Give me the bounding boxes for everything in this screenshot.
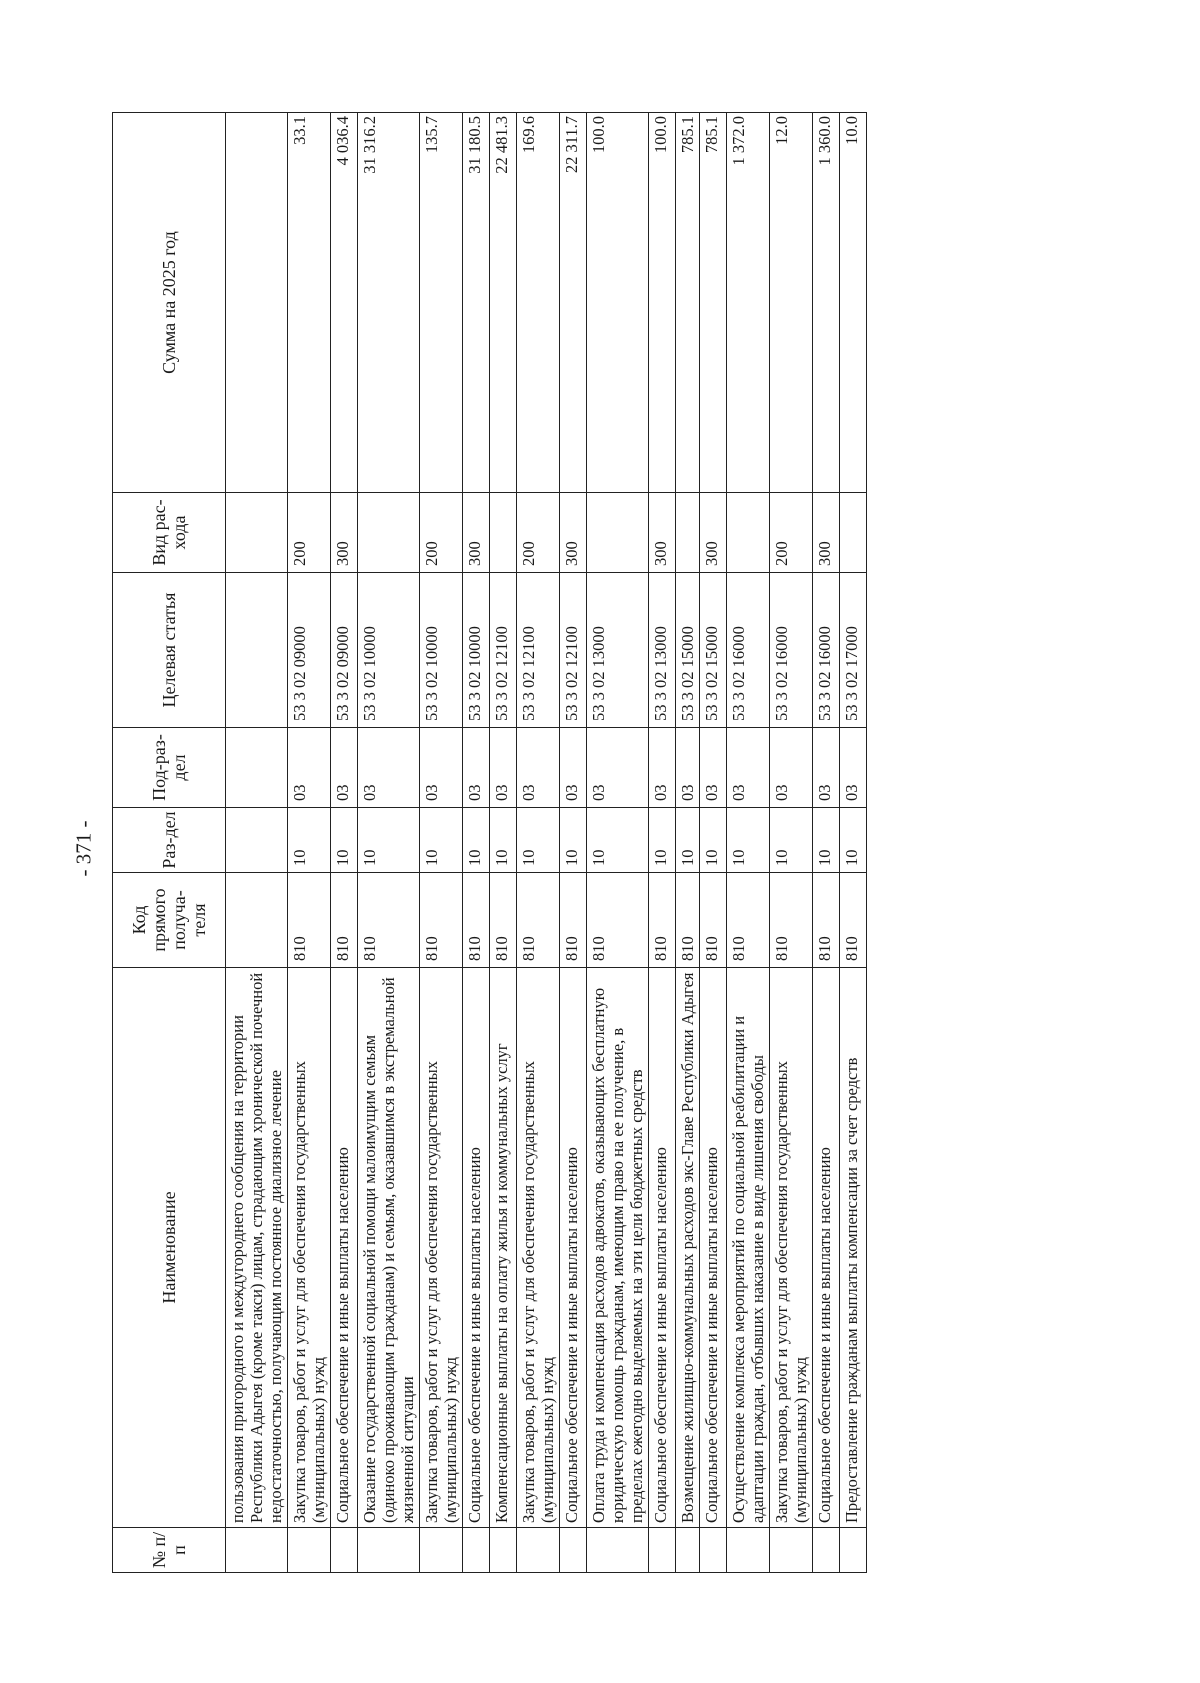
cell-target-article: 53 3 02 12100 bbox=[517, 573, 560, 728]
table-row bbox=[813, 113, 840, 1573]
cell-expense-type: 300 bbox=[649, 493, 676, 573]
page-number: - 371 - bbox=[71, 820, 96, 876]
cell-recipient-code: 810 bbox=[331, 873, 358, 968]
cell-sum: 169.6 bbox=[517, 113, 560, 493]
cell-sum: 100.0 bbox=[587, 113, 649, 493]
cell-expense-type bbox=[676, 493, 700, 573]
cell-expense-type: 300 bbox=[700, 493, 727, 573]
header-sum: Сумма на 2025 год bbox=[113, 113, 226, 493]
cell-sum: 22 311.7 bbox=[560, 113, 587, 493]
cell-sum: 33.1 bbox=[288, 113, 331, 493]
header-name: Наименование bbox=[113, 968, 226, 1528]
cell-recipient-code: 810 bbox=[649, 873, 676, 968]
cell-name: Социальное обеспечение и иные выплаты населению bbox=[560, 968, 587, 1528]
header-expense-type: Вид рас-хода bbox=[113, 493, 226, 573]
cell-sum bbox=[226, 113, 288, 493]
cell-name: Закупка товаров, работ и услуг для обеспечения государственных (муниципальных) нужд bbox=[288, 968, 331, 1528]
cell-subsection: 03 bbox=[700, 728, 727, 808]
cell-recipient-code: 810 bbox=[490, 873, 517, 968]
table-body bbox=[226, 113, 867, 1573]
table-row bbox=[358, 113, 420, 1573]
cell-num bbox=[649, 1528, 676, 1573]
cell-target-article: 53 3 02 16000 bbox=[770, 573, 813, 728]
cell-num bbox=[770, 1528, 813, 1573]
cell-target-article: 53 3 02 15000 bbox=[676, 573, 700, 728]
cell-name: Социальное обеспечение и иные выплаты населению bbox=[649, 968, 676, 1528]
cell-subsection: 03 bbox=[587, 728, 649, 808]
cell-target-article: 53 3 02 10000 bbox=[420, 573, 463, 728]
cell-recipient-code: 810 bbox=[840, 873, 867, 968]
table-row bbox=[840, 113, 867, 1573]
cell-subsection: 03 bbox=[840, 728, 867, 808]
cell-num bbox=[840, 1528, 867, 1573]
cell-subsection: 03 bbox=[331, 728, 358, 808]
cell-subsection: 03 bbox=[490, 728, 517, 808]
cell-recipient-code: 810 bbox=[463, 873, 490, 968]
cell-section: 10 bbox=[358, 808, 420, 873]
cell-name: Оплата труда и компенсация расходов адвокатов, оказывающих бесплатную юридическую помощь гражданам, имеющим право на ее получение, в пределах ежегодно выделяемых на эти цели бюджетных средств bbox=[587, 968, 649, 1528]
cell-name: Закупка товаров, работ и услуг для обеспечения государственных (муниципальных) нужд bbox=[517, 968, 560, 1528]
header-subsection: Под-раз-дел bbox=[113, 728, 226, 808]
cell-recipient-code bbox=[226, 873, 288, 968]
cell-subsection: 03 bbox=[649, 728, 676, 808]
cell-section: 10 bbox=[288, 808, 331, 873]
cell-recipient-code: 810 bbox=[420, 873, 463, 968]
table-row bbox=[700, 113, 727, 1573]
cell-subsection: 03 bbox=[560, 728, 587, 808]
cell-recipient-code: 810 bbox=[587, 873, 649, 968]
cell-recipient-code: 810 bbox=[676, 873, 700, 968]
cell-expense-type bbox=[587, 493, 649, 573]
table-row bbox=[226, 113, 288, 1573]
cell-expense-type bbox=[840, 493, 867, 573]
header-row bbox=[113, 113, 226, 1573]
cell-sum: 12.0 bbox=[770, 113, 813, 493]
cell-expense-type: 300 bbox=[560, 493, 587, 573]
cell-recipient-code: 810 bbox=[288, 873, 331, 968]
table-row bbox=[288, 113, 331, 1573]
header-recipient-code: Код прямого получа-теля bbox=[113, 873, 226, 968]
cell-section: 10 bbox=[420, 808, 463, 873]
cell-sum: 10.0 bbox=[840, 113, 867, 493]
cell-expense-type bbox=[490, 493, 517, 573]
cell-section: 10 bbox=[676, 808, 700, 873]
cell-subsection: 03 bbox=[420, 728, 463, 808]
cell-section: 10 bbox=[700, 808, 727, 873]
cell-target-article: 53 3 02 09000 bbox=[288, 573, 331, 728]
cell-subsection: 03 bbox=[358, 728, 420, 808]
table-row bbox=[770, 113, 813, 1573]
cell-section: 10 bbox=[727, 808, 770, 873]
cell-section: 10 bbox=[770, 808, 813, 873]
cell-expense-type: 200 bbox=[517, 493, 560, 573]
cell-sum: 785.1 bbox=[700, 113, 727, 493]
cell-expense-type bbox=[358, 493, 420, 573]
cell-num bbox=[813, 1528, 840, 1573]
cell-target-article: 53 3 02 13000 bbox=[649, 573, 676, 728]
header-target-article: Целевая статья bbox=[113, 573, 226, 728]
cell-expense-type: 300 bbox=[331, 493, 358, 573]
table-row bbox=[560, 113, 587, 1573]
cell-subsection: 03 bbox=[288, 728, 331, 808]
cell-subsection: 03 bbox=[770, 728, 813, 808]
cell-name: Социальное обеспечение и иные выплаты населению bbox=[813, 968, 840, 1528]
cell-subsection bbox=[226, 728, 288, 808]
cell-name: Возмещение жилищно-коммунальных расходов экс-Главе Республики Адыгея bbox=[676, 968, 700, 1528]
cell-num bbox=[420, 1528, 463, 1573]
cell-expense-type: 200 bbox=[770, 493, 813, 573]
table-row bbox=[649, 113, 676, 1573]
cell-num bbox=[727, 1528, 770, 1573]
cell-target-article: 53 3 02 09000 bbox=[331, 573, 358, 728]
cell-target-article: 53 3 02 12100 bbox=[560, 573, 587, 728]
cell-expense-type: 200 bbox=[288, 493, 331, 573]
cell-sum: 4 036.4 bbox=[331, 113, 358, 493]
cell-num bbox=[226, 1528, 288, 1573]
cell-name: Компенсационные выплаты на оплату жилья и коммунальных услуг bbox=[490, 968, 517, 1528]
budget-table bbox=[112, 112, 867, 1573]
cell-target-article: 53 3 02 10000 bbox=[358, 573, 420, 728]
table-row bbox=[727, 113, 770, 1573]
cell-section: 10 bbox=[813, 808, 840, 873]
cell-recipient-code: 810 bbox=[560, 873, 587, 968]
cell-name: Оказание государственной социальной помощи малоимущим семьям (одиноко проживающим гражданам) и семьям, оказавшимся в экстремальной жизненной ситуации bbox=[358, 968, 420, 1528]
cell-recipient-code: 810 bbox=[517, 873, 560, 968]
cell-num bbox=[331, 1528, 358, 1573]
cell-subsection: 03 bbox=[463, 728, 490, 808]
cell-num bbox=[676, 1528, 700, 1573]
cell-sum: 1 360.0 bbox=[813, 113, 840, 493]
cell-section: 10 bbox=[463, 808, 490, 873]
cell-num bbox=[288, 1528, 331, 1573]
table-row bbox=[517, 113, 560, 1573]
cell-section: 10 bbox=[649, 808, 676, 873]
cell-sum: 100.0 bbox=[649, 113, 676, 493]
cell-recipient-code: 810 bbox=[727, 873, 770, 968]
cell-expense-type bbox=[226, 493, 288, 573]
cell-num bbox=[358, 1528, 420, 1573]
cell-name: пользования пригородного и междугороднего сообщения на территории Республики Адыгея (кроме такси) лицам, страдающим хронической почечной недостаточностью, получающим постоянное диализное лечение bbox=[226, 968, 288, 1528]
cell-num bbox=[587, 1528, 649, 1573]
budget-table-container bbox=[112, 113, 1062, 1573]
cell-sum: 31 180.5 bbox=[463, 113, 490, 493]
cell-section bbox=[226, 808, 288, 873]
cell-name: Осуществление комплекса мероприятий по социальной реабилитации и адаптации граждан, отбывших наказание в виде лишения свободы bbox=[727, 968, 770, 1528]
table-row bbox=[463, 113, 490, 1573]
cell-target-article: 53 3 02 17000 bbox=[840, 573, 867, 728]
cell-target-article bbox=[226, 573, 288, 728]
cell-sum: 22 481.3 bbox=[490, 113, 517, 493]
cell-expense-type: 200 bbox=[420, 493, 463, 573]
cell-num bbox=[463, 1528, 490, 1573]
cell-name: Закупка товаров, работ и услуг для обеспечения государственных (муниципальных) нужд bbox=[770, 968, 813, 1528]
cell-num bbox=[560, 1528, 587, 1573]
cell-recipient-code: 810 bbox=[813, 873, 840, 968]
cell-target-article: 53 3 02 10000 bbox=[463, 573, 490, 728]
cell-section: 10 bbox=[490, 808, 517, 873]
cell-section: 10 bbox=[560, 808, 587, 873]
cell-subsection: 03 bbox=[676, 728, 700, 808]
cell-name: Социальное обеспечение и иные выплаты населению bbox=[463, 968, 490, 1528]
cell-section: 10 bbox=[840, 808, 867, 873]
cell-num bbox=[517, 1528, 560, 1573]
cell-subsection: 03 bbox=[813, 728, 840, 808]
cell-recipient-code: 810 bbox=[770, 873, 813, 968]
cell-name: Закупка товаров, работ и услуг для обеспечения государственных (муниципальных) нужд bbox=[420, 968, 463, 1528]
cell-recipient-code: 810 bbox=[358, 873, 420, 968]
cell-sum: 785.1 bbox=[676, 113, 700, 493]
cell-expense-type: 300 bbox=[463, 493, 490, 573]
cell-section: 10 bbox=[331, 808, 358, 873]
cell-target-article: 53 3 02 12100 bbox=[490, 573, 517, 728]
table-row bbox=[490, 113, 517, 1573]
header-section: Раз-дел bbox=[113, 808, 226, 873]
cell-expense-type: 300 bbox=[813, 493, 840, 573]
table-row bbox=[420, 113, 463, 1573]
page-number-container bbox=[64, 808, 104, 888]
cell-section: 10 bbox=[517, 808, 560, 873]
table-row bbox=[587, 113, 649, 1573]
cell-sum: 135.7 bbox=[420, 113, 463, 493]
cell-target-article: 53 3 02 16000 bbox=[727, 573, 770, 728]
cell-target-article: 53 3 02 13000 bbox=[587, 573, 649, 728]
cell-target-article: 53 3 02 16000 bbox=[813, 573, 840, 728]
cell-name: Предоставление гражданам выплаты компенсации за счет средств bbox=[840, 968, 867, 1528]
table-row bbox=[331, 113, 358, 1573]
cell-subsection: 03 bbox=[727, 728, 770, 808]
header-num: № п/п bbox=[113, 1528, 226, 1573]
cell-name: Социальное обеспечение и иные выплаты населению bbox=[700, 968, 727, 1528]
cell-sum: 1 372.0 bbox=[727, 113, 770, 493]
cell-num bbox=[700, 1528, 727, 1573]
cell-expense-type bbox=[727, 493, 770, 573]
cell-sum: 31 316.2 bbox=[358, 113, 420, 493]
cell-num bbox=[490, 1528, 517, 1573]
cell-section: 10 bbox=[587, 808, 649, 873]
cell-recipient-code: 810 bbox=[700, 873, 727, 968]
table-row bbox=[676, 113, 700, 1573]
table-header bbox=[113, 113, 226, 1573]
cell-subsection: 03 bbox=[517, 728, 560, 808]
cell-target-article: 53 3 02 15000 bbox=[700, 573, 727, 728]
cell-name: Социальное обеспечение и иные выплаты населению bbox=[331, 968, 358, 1528]
